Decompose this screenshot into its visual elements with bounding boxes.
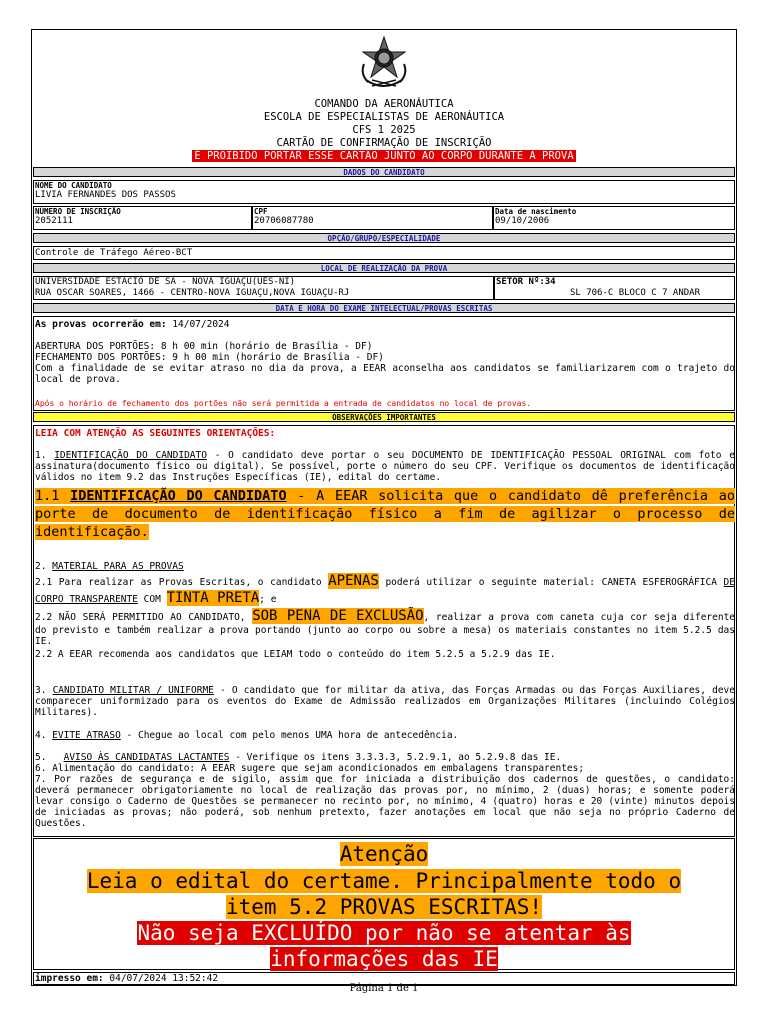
item11-title: IDENTIFICAÇÃO DO CANDIDATO xyxy=(70,488,287,504)
attention-line-3-row xyxy=(34,920,734,946)
obs-item-2: 2. MATERIAL PARA AS PROVAS xyxy=(35,561,184,572)
inscricao-box xyxy=(33,206,252,230)
attention-title: Atenção xyxy=(339,842,429,866)
setor-value: SETOR Nº:34 xyxy=(496,277,556,287)
opcao-value: Controle de Tráfego Aéreo-BCT xyxy=(35,248,193,258)
item1-text: - O candidato deve portar o seu DOCUMENTO DE IDENTIFICAÇÃO PESSOAL ORIGINAL com foto e assinatura(documento físico ou digital). Se possível, porte o número do seu CPF. Verifique os documentos de identificação válidos no item 9.2 das Instruções Específicas (IE), edital do certame. xyxy=(35,450,735,483)
attention-box xyxy=(33,838,735,970)
item21-tinta: TINTA PRETA xyxy=(166,590,260,606)
obs-item-3: 3. CANDIDATO MILITAR / UNIFORME - O candidato que for militar da ativa, das Forças Armadas ou das Forças Auxiliares, deve comparecer uniformizado para os eventos do Exame de Admissão realizados em Organizações Militares (incluindo Colégios Militares). xyxy=(35,685,735,718)
attention-line-1-row xyxy=(34,868,734,894)
item21-corpo: DE CORPO TRANSPARENTE xyxy=(35,577,735,605)
exam-red-note: Após o horário de fechamento dos portões não será permitida a entrada de candidatos no local de provas. xyxy=(35,399,532,408)
obs-item-5: 5. AVISO ÀS CANDIDATAS LACTANTES - Verifique os itens 3.3.3.3, 5.2.9.1, ao 5.2.9.8 das IE. xyxy=(35,752,562,763)
item21-d: ; e xyxy=(259,594,277,605)
inscricao-value: 2052111 xyxy=(35,216,73,226)
attention-line-1: Leia o edital do certame. Principalmente todo o xyxy=(86,869,682,893)
printed-label: impresso em: xyxy=(35,973,104,984)
cpf-value: 20706087780 xyxy=(254,216,314,226)
item22-a: 2.2 NÃO SERÁ PERMITIDO AO CANDIDATO, xyxy=(35,612,253,623)
attention-title-row xyxy=(34,841,734,867)
header-line-4: CARTÃO DE CONFIRMAÇÃO DE INSCRIÇÃO xyxy=(276,137,492,149)
page-number: Página 1 de 1 xyxy=(349,983,419,994)
setor-box xyxy=(494,276,735,300)
attention-line-4-row xyxy=(34,946,734,972)
name-label: NOME DO CANDIDATO xyxy=(35,181,112,190)
item11-text: - A EEAR solicita que o candidato dê preferência ao porte de documento de identificação físico a fim de agilizar o processo de identificação. xyxy=(35,488,736,540)
exam-box xyxy=(33,316,735,411)
item4-text: - Chegue ao local com pelo menos UMA hora de antecedência. xyxy=(120,730,459,741)
header-warning: É PROIBIDO PORTAR ESSE CARTÃO JUNTO AO CORPO DURANTE A PROVA xyxy=(194,150,574,162)
item3-text: - O candidato que for militar da ativa, das Forças Armadas ou das Forças Auxiliares, deve comparecer uniformizado para os eventos do Exame de Admissão realizados em Organizações Militares (incluindo Colégios Militares). xyxy=(35,685,735,718)
attention-line-4: informações das IE xyxy=(270,947,498,971)
item4-title: EVITE ATRASO xyxy=(52,730,121,741)
item21-b: poderá utilizar o seguinte material: CANETA ESFEROGRÁFICA xyxy=(378,577,724,588)
header-line-1: COMANDO DA AERONÁUTICA xyxy=(314,98,454,110)
attention-line-2: item 5.2 PROVAS ESCRITAS! xyxy=(225,895,543,919)
item22-b: , realizar a prova com caneta cuja cor seja diferente do previsto e também realizar a prova portando (junto ao corpo ou sobre a mesa) os materiais constantes no item 5.2.5 das IE. xyxy=(35,612,736,647)
nascimento-value: 09/10/2006 xyxy=(495,216,550,226)
item1-title: IDENTIFICAÇÃO DO CANDIDATO xyxy=(54,450,207,461)
item5-title: AVISO ÀS CANDIDATAS LACTANTES xyxy=(63,752,230,763)
opcao-box xyxy=(33,246,735,260)
item2-title: MATERIAL PARA AS PROVAS xyxy=(52,561,184,572)
local-line-1: UNIVERSIDADE ESTACIO DE SÁ - NOVA IGUAÇU(UES-NI) xyxy=(35,277,296,287)
nascimento-label: Data de nascimento xyxy=(495,207,577,216)
obs-item-6: 6. Alimentação do candidato: A EEAR sugere que sejam acondicionados em embalagens transparentes; xyxy=(35,763,585,774)
obs-item-4: 4. EVITE ATRASO - Chegue ao local com pelo menos UMA hora de antecedência. xyxy=(35,730,459,741)
sala-value: SL 706-C BLOCO C 7 ANDAR xyxy=(569,288,700,298)
item3-title: CANDIDATO MILITAR / UNIFORME xyxy=(52,685,214,696)
nascimento-box xyxy=(493,206,735,230)
item5-text: - Verifique os itens 3.3.3.3, 5.2.9.1, ao 5.2.9.8 das IE. xyxy=(229,752,562,763)
fechamento-line: FECHAMENTO DOS PORTÕES: 9 h 00 min (horário de Brasília - DF) xyxy=(35,352,384,363)
header-line-3: CFS 1 2025 xyxy=(352,124,416,136)
obs-item-2-1 xyxy=(35,573,735,607)
section-observacoes: OBSERVAÇÕES IMPORTANTES xyxy=(33,412,735,422)
exam-note: Com a finalidade de se evitar atraso no dia da prova, a EEAR aconselha aos candidatos se familiarizarem com o trajeto do local de prova. xyxy=(35,363,735,385)
cpf-label: CPF xyxy=(254,207,268,216)
item22-sob: SOB PENA DE EXCLUSÃO xyxy=(252,608,424,624)
candidate-name: LIVIA FERNANDES DOS PASSOS xyxy=(35,190,176,200)
obs-item-2-2 xyxy=(35,608,735,647)
item21-c: COM xyxy=(137,594,167,605)
exam-date-line xyxy=(35,319,230,330)
observacoes-box xyxy=(33,425,735,837)
section-dados: DADOS DO CANDIDATO xyxy=(33,167,735,177)
item11-num: 1.1 xyxy=(35,488,71,504)
inscricao-label: NÚMERO DE INSCRIÇÃO xyxy=(35,207,121,216)
abertura-line: ABERTURA DOS PORTÕES: 8 h 00 min (horário de Brasília - DF) xyxy=(35,341,373,352)
obs-item-2-2b: 2.2 A EEAR recomenda aos candidatos que LEIAM todo o conteúdo do item 5.2.5 a 5.2.9 das IE. xyxy=(35,649,556,660)
item21-apenas: APENAS xyxy=(328,573,379,589)
obs-intro: LEIA COM ATENÇÃO AS SEGUINTES ORIENTAÇÕES: xyxy=(35,428,276,439)
printed-value: 04/07/2024 13:52:42 xyxy=(109,973,219,984)
attention-line-3: Não seja EXCLUÍDO por não se atentar às xyxy=(137,921,631,945)
header-line-2: ESCOLA DE ESPECIALISTAS DE AERONÁUTICA xyxy=(263,111,505,123)
cpf-box xyxy=(252,206,493,230)
obs-item-1-1 xyxy=(35,487,735,541)
obs-item-1: 1. IDENTIFICAÇÃO DO CANDIDATO - O candidato deve portar o seu DOCUMENTO DE IDENTIFICAÇÃO PESSOAL ORIGINAL com foto e assinatura(documento físico ou digital). Se possível, porte o número do seu CPF. Verifique os documentos de identificação válidos no item 9.2 das Instruções Específicas (IE), edital do certame. xyxy=(35,450,735,483)
local-line-2: RUA OSCAR SOARES, 1466 - CENTRO-NOVA IGUAÇU,NOVA IGUAÇU-RJ xyxy=(35,288,350,298)
obs-item-7: 7. Por razões de segurança e de sigilo, assim que for iniciada a distribuição dos cadernos de questões, o candidato: deverá permanecer obrigatoriamente no local de realização das provas por, no mínimo, 2 (duas) horas; e somente poderá levar consigo o Caderno de Questões se permanecer no recinto por, no mínimo, 4 (quatro) horas e 20 (vinte) minutos depois de iniciadas as provas; não poderá, sob nenhum pretexto, fazer anotações em local que não seja no próprio Caderno de Questões. xyxy=(35,774,735,829)
section-data-hora: DATA E HORA DO EXAME INTELECTUAL/PROVAS ESCRITAS xyxy=(33,303,735,313)
local-box xyxy=(33,276,494,300)
exam-date: 14/07/2024 xyxy=(172,319,230,330)
section-opcao: OPÇÃO/GRUPO/ESPECIALIDADE xyxy=(33,233,735,243)
attention-line-2-row xyxy=(34,894,734,920)
brazil-coat-of-arms-icon xyxy=(358,34,410,92)
section-local: LOCAL DE REALIZAÇÃO DA PROVA xyxy=(33,263,735,273)
card-frame xyxy=(31,29,737,986)
exam-date-label: As provas ocorrerão em: xyxy=(35,319,167,330)
name-box xyxy=(33,180,735,204)
item21-a: 2.1 Para realizar as Provas Escritas, o candidato xyxy=(35,577,329,588)
